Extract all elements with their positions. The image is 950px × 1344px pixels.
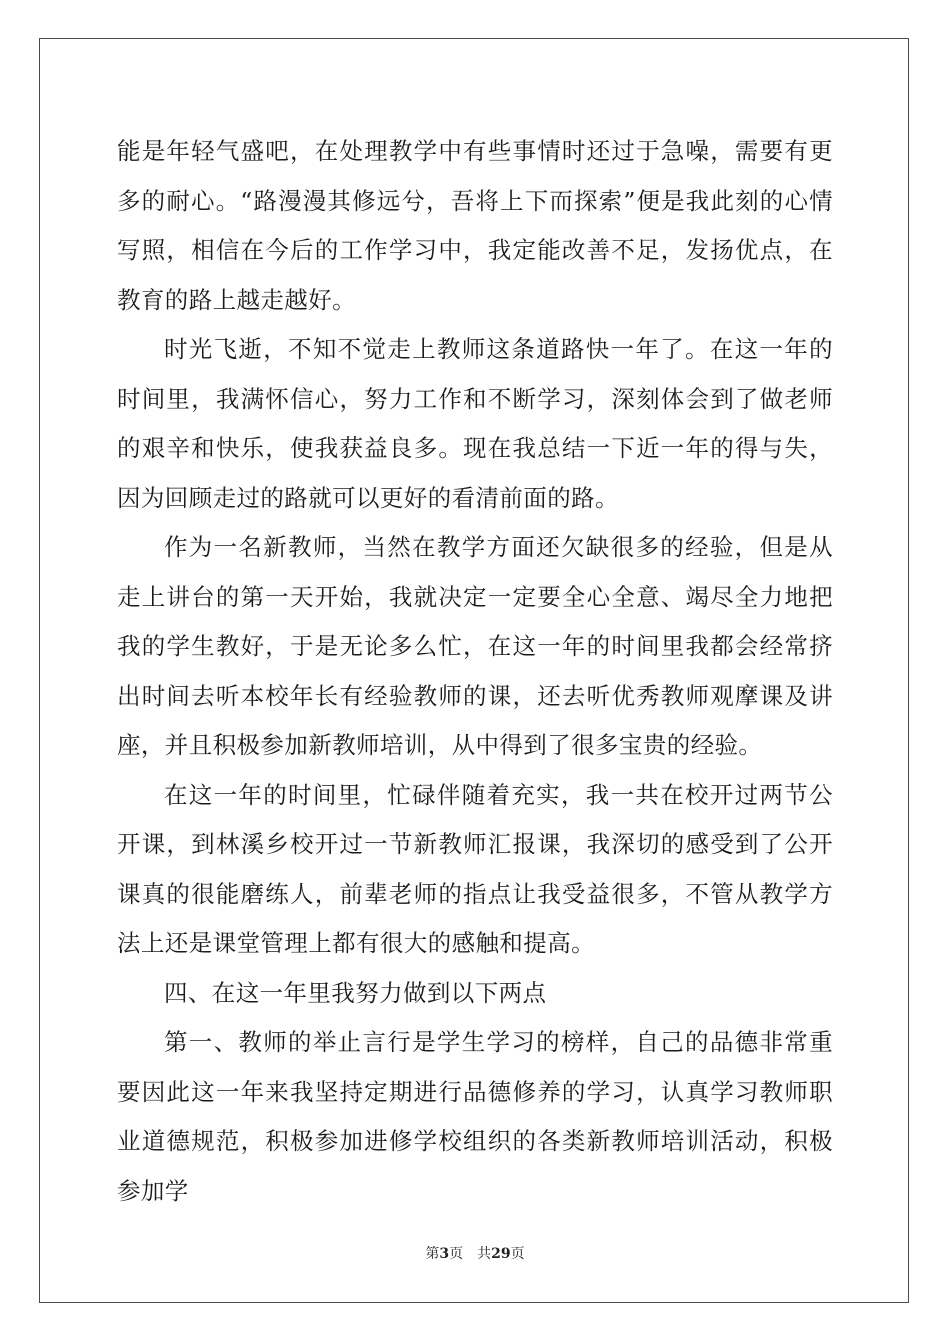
page-number: 3 [439,1246,450,1262]
page-suffix: 页 [449,1246,464,1262]
paragraph-1: 能是年轻气盛吧，在处理教学中有些事情时还过于急噪，需要有更多的耐心。“路漫漫其修远兮，吾将上下而探索”便是我此刻的心情写照，相信在今后的工作学习中，我定能改善不足，发扬优点，在教育的路上越走越好。 [117,137,833,314]
total-pages: 29 [491,1246,511,1262]
paragraph-3: 作为一名新教师，当然在教学方面还欠缺很多的经验，但是从走上讲台的第一天开始，我就决定一定要全心全意、竭尽全力地把我的学生教好，于是无论多么忙，在这一年的时间里我都会经常挤出时间去听本校年长有经验教师的课，还去听优秀教师观摩课及讲座，并且积极参加新教师培训，从中得到了很多宝贵的经验。 [117,533,833,759]
total-prefix: 共 [477,1246,492,1262]
section-heading: 四、在这一年里我努力做到以下两点 [164,978,547,1007]
paragraph-2: 时光飞逝，不知不觉走上教师这条道路快一年了。在这一年的时间里，我满怀信心，努力工作和不断学习，深刻体会到了做老师的艰辛和快乐，使我获益良多。现在我总结一下近一年的得与失，因为回顾走过的路就可以更好的看清前面的路。 [117,335,833,512]
total-suffix: 页 [510,1246,525,1262]
document-body [117,127,833,1216]
page-prefix: 第 [425,1246,440,1262]
page-footer [0,1243,950,1263]
paragraph-5: 第一、教师的举止言行是学生学习的榜样，自己的品德非常重要因此这一年来我坚持定期进行品德修养的学习，认真学习教师职业道德规范，积极参加进修学校组织的各类新教师培训活动，积极参加学 [117,1028,833,1205]
paragraph-4: 在这一年的时间里，忙碌伴随着充实，我一共在校开过两节公开课，到林溪乡校开过一节新教师汇报课，我深切的感受到了公开课真的很能磨练人，前辈老师的指点让我受益很多，不管从教学方法上还是课堂管理上都有很大的感触和提高。 [117,780,833,957]
